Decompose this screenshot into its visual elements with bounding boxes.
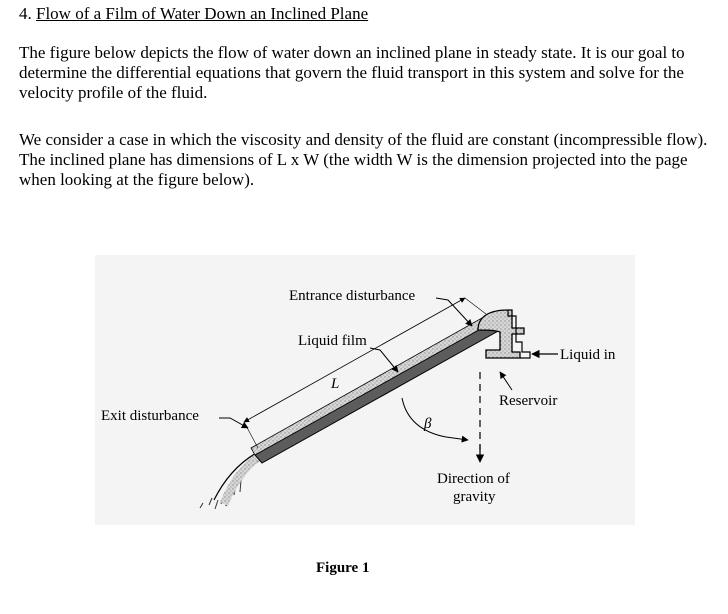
angle-label: β — [424, 416, 432, 432]
section-title: Flow of a Film of Water Down an Inclined Plane — [36, 4, 369, 23]
inclined-plane-figure — [60, 250, 640, 530]
section-heading — [19, 3, 368, 25]
liquid-in-label: Liquid in — [560, 347, 616, 363]
reservoir-label: Reservoir — [499, 393, 558, 409]
section-number: 4. — [19, 4, 32, 23]
intro-paragraph: The figure below depicts the flow of water down an inclined plane in steady state. It is our goal to determine the differential equations that govern the fluid transport in this system and solve for the velocity profile of the fluid. — [19, 43, 685, 102]
assumptions-paragraph: We consider a case in which the viscosity and density of the fluid are constant (incompressible flow). The inclined plane has dimensions of L x W (the width W is the dimension projected into the page when looking at the figure below). — [19, 130, 708, 189]
exit-disturbance-label: Exit disturbance — [101, 408, 199, 424]
length-label: L — [331, 376, 340, 392]
gravity-label-line2: gravity — [453, 489, 496, 505]
liquid-film-label: Liquid film — [298, 333, 367, 349]
entrance-disturbance-label: Entrance disturbance — [289, 288, 416, 304]
gravity-label-line1: Direction of — [437, 471, 510, 487]
figure-caption: Figure 1 — [316, 560, 370, 576]
